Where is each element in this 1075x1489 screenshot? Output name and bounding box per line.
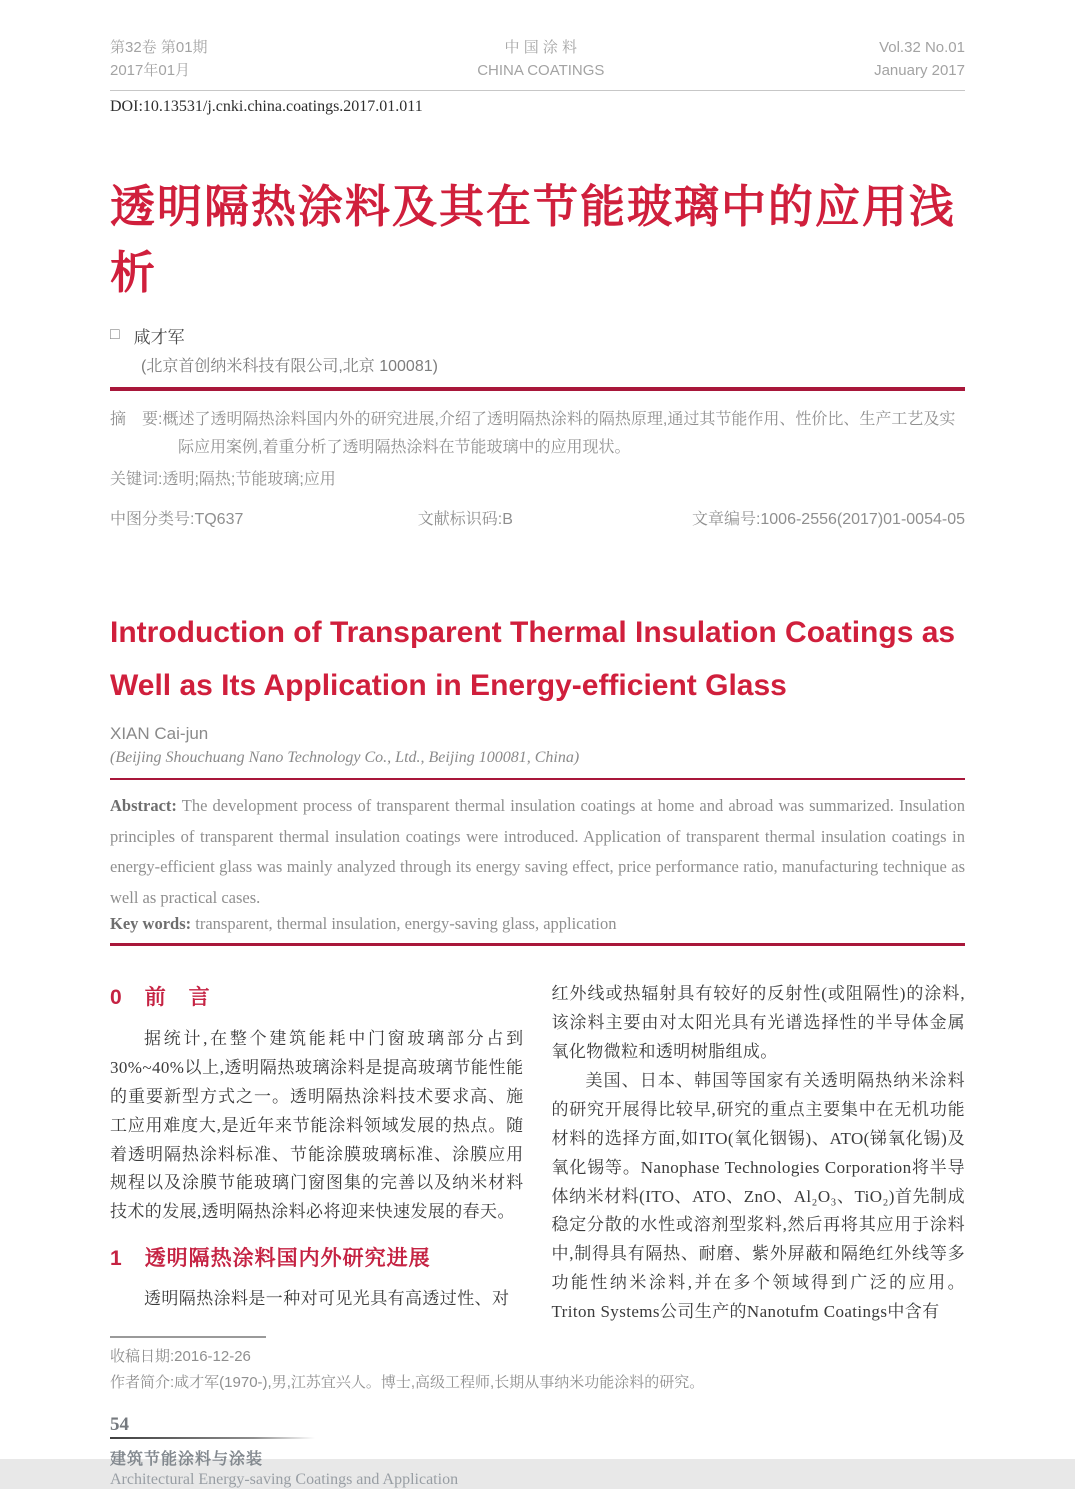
section-1-number: 1 bbox=[110, 1247, 123, 1271]
author-bio: 作者简介:咸才军(1970-),男,江苏宜兴人。博士,高级工程师,长期从事纳米功能涂料的研究。 bbox=[110, 1374, 705, 1392]
header-center bbox=[477, 36, 604, 83]
abstract-cn bbox=[110, 406, 965, 464]
left-column bbox=[110, 980, 524, 1327]
volume-issue-cn: 第32卷 第01期 bbox=[110, 39, 208, 56]
author-name-en: XIAN Cai-jun bbox=[110, 724, 209, 744]
keywords-line-en bbox=[110, 914, 965, 934]
doi-line: DOI:10.13531/j.cnki.china.coatings.2017.01.011 bbox=[110, 97, 423, 115]
journal-header bbox=[110, 36, 965, 83]
abstract-text-en: The development process of transparent thermal insulation coatings at home and abroad was summarized. Insulation principles of transparent thermal insulation coatings were introduced. Application of transparent thermal insulation coatings in energy-efficient glass was mainly analyzed through its energy saving effect, price performance ratio, manufacturing technique as well as practical cases. bbox=[110, 796, 966, 907]
header-left bbox=[110, 36, 208, 83]
footer-divider bbox=[110, 1437, 315, 1440]
date-cn: 2017年01月 bbox=[110, 62, 191, 80]
affiliation-divider bbox=[110, 778, 965, 780]
section-0-number: 0 bbox=[110, 986, 123, 1010]
date-en: January 2017 bbox=[874, 62, 965, 80]
footnote-divider bbox=[110, 1336, 266, 1338]
keywords-text-en: transparent, thermal insulation, energy-saving glass, application bbox=[195, 914, 617, 934]
header-divider bbox=[110, 90, 965, 91]
received-date: 收稿日期:2016-12-26 bbox=[110, 1348, 251, 1366]
author-row-cn bbox=[110, 323, 965, 348]
footnote-block bbox=[110, 1336, 965, 1397]
author-affiliation-cn: (北京首创纳米科技有限公司,北京 100081) bbox=[141, 357, 438, 375]
abstract-label-cn: 摘 要: bbox=[110, 410, 163, 428]
paragraph: 红外线或热辐射具有较好的反射性(或阻隔性)的涂料,该涂料主要由对太阳光具有光谱选择性的半导体金属氧化物微粒和透明树脂组成。 bbox=[551, 984, 965, 1062]
article-title-en bbox=[110, 607, 965, 712]
article-title-en-line1: Introduction of Transparent Thermal Insulation Coatings as bbox=[110, 616, 956, 650]
article-id: 文章编号:1006-2556(2017)01-0054-05 bbox=[691, 511, 965, 529]
author-affiliation-en: (Beijing Shouchuang Nano Technology Co., Ltd., Beijing 100081, China) bbox=[110, 749, 580, 767]
section-0-title: 前 言 bbox=[144, 986, 211, 1010]
paragraph: 美国、日本、韩国等国家有关透明隔热纳米涂料的研究开展得比较早,研究的重点主要集中在无机功能材料的选择方面,如ITO(氧化铟锡)、ATO(锑氧化锡)及氧化锡等。Nanophase Technologies Corporation将半导体纳米材料(ITO、ATO、ZnO、Al₂O₃、TiO₂)首先制成稳定分散的水性或溶剂型浆料,然后再将其应用于涂料中,制得具有隔热、耐磨、紫外屏蔽和隔绝红外线等多功能性纳米涂料,并在多个领域得到广泛的应用。Triton Systems公司生产的Nanotufm Coatings中含有 bbox=[551, 1071, 965, 1322]
article-title-cn: 透明隔热涂料及其在节能玻璃中的应用浅析 bbox=[110, 180, 957, 299]
author-marker-icon: □ bbox=[110, 326, 120, 344]
keywords-label-cn: 关键词: bbox=[110, 471, 163, 489]
keywords-line-cn bbox=[110, 466, 965, 489]
body-columns bbox=[110, 980, 965, 1327]
clc-number: 中图分类号:TQ637 bbox=[110, 511, 244, 529]
keywords-label-en: Key words: bbox=[110, 914, 192, 934]
paragraph: 透明隔热涂料是一种对可见光具有高透过性、对 bbox=[144, 1288, 510, 1308]
abstract-divider bbox=[110, 943, 965, 946]
section-1-title: 透明隔热涂料国内外研究进展 bbox=[144, 1247, 431, 1271]
author-name-cn: 咸才军 bbox=[133, 327, 185, 347]
journal-name-en: CHINA COATINGS bbox=[477, 62, 605, 80]
paragraph: 据统计,在整个建筑能耗中门窗玻璃部分占到30%~40%以上,透明隔热玻璃涂料是提高玻璃节能性能的重要新型方式之一。透明隔热涂料技术要求高、施工应用难度大,是近年来节能涂料领域发展的热点。随着透明隔热涂料标准、节能涂膜玻璃标准、涂膜应用规程以及涂膜节能玻璃门窗图集的完善以及纳米材料技术的发展,透明隔热涂料必将迎来快速发展的春天。 bbox=[110, 1029, 524, 1222]
journal-name-cn: 中 国 涂 料 bbox=[504, 39, 578, 56]
keywords-text-cn: 透明;隔热;节能玻璃;应用 bbox=[162, 471, 336, 489]
header-right bbox=[874, 36, 965, 83]
column-title-en: Architectural Energy-saving Coatings and Application bbox=[110, 1471, 459, 1489]
page-number: 54 bbox=[110, 1413, 129, 1435]
abstract-text-cn: 概述了透明隔热涂料国内外的研究进展,介绍了透明隔热涂料的隔热原理,通过其节能作用、性价比、生产工艺及实际应用案例,着重分析了透明隔热涂料在节能玻璃中的应用现状。 bbox=[162, 410, 956, 457]
column-title-cn: 建筑节能涂料与涂装 bbox=[110, 1451, 264, 1469]
abstract-label-en: Abstract: bbox=[110, 796, 177, 816]
document-code: 文献标识码:B bbox=[417, 511, 513, 529]
title-divider-thick bbox=[110, 387, 965, 391]
right-column bbox=[552, 980, 966, 1327]
volume-issue-en: Vol.32 No.01 bbox=[879, 39, 965, 56]
section-1-heading bbox=[110, 1241, 524, 1277]
abstract-en bbox=[110, 791, 965, 913]
abstract-block-cn bbox=[110, 406, 965, 464]
article-title-en-line2: Well as Its Application in Energy-efficient Glass bbox=[110, 668, 787, 702]
section-0-heading bbox=[110, 980, 524, 1016]
classification-row bbox=[110, 506, 965, 529]
